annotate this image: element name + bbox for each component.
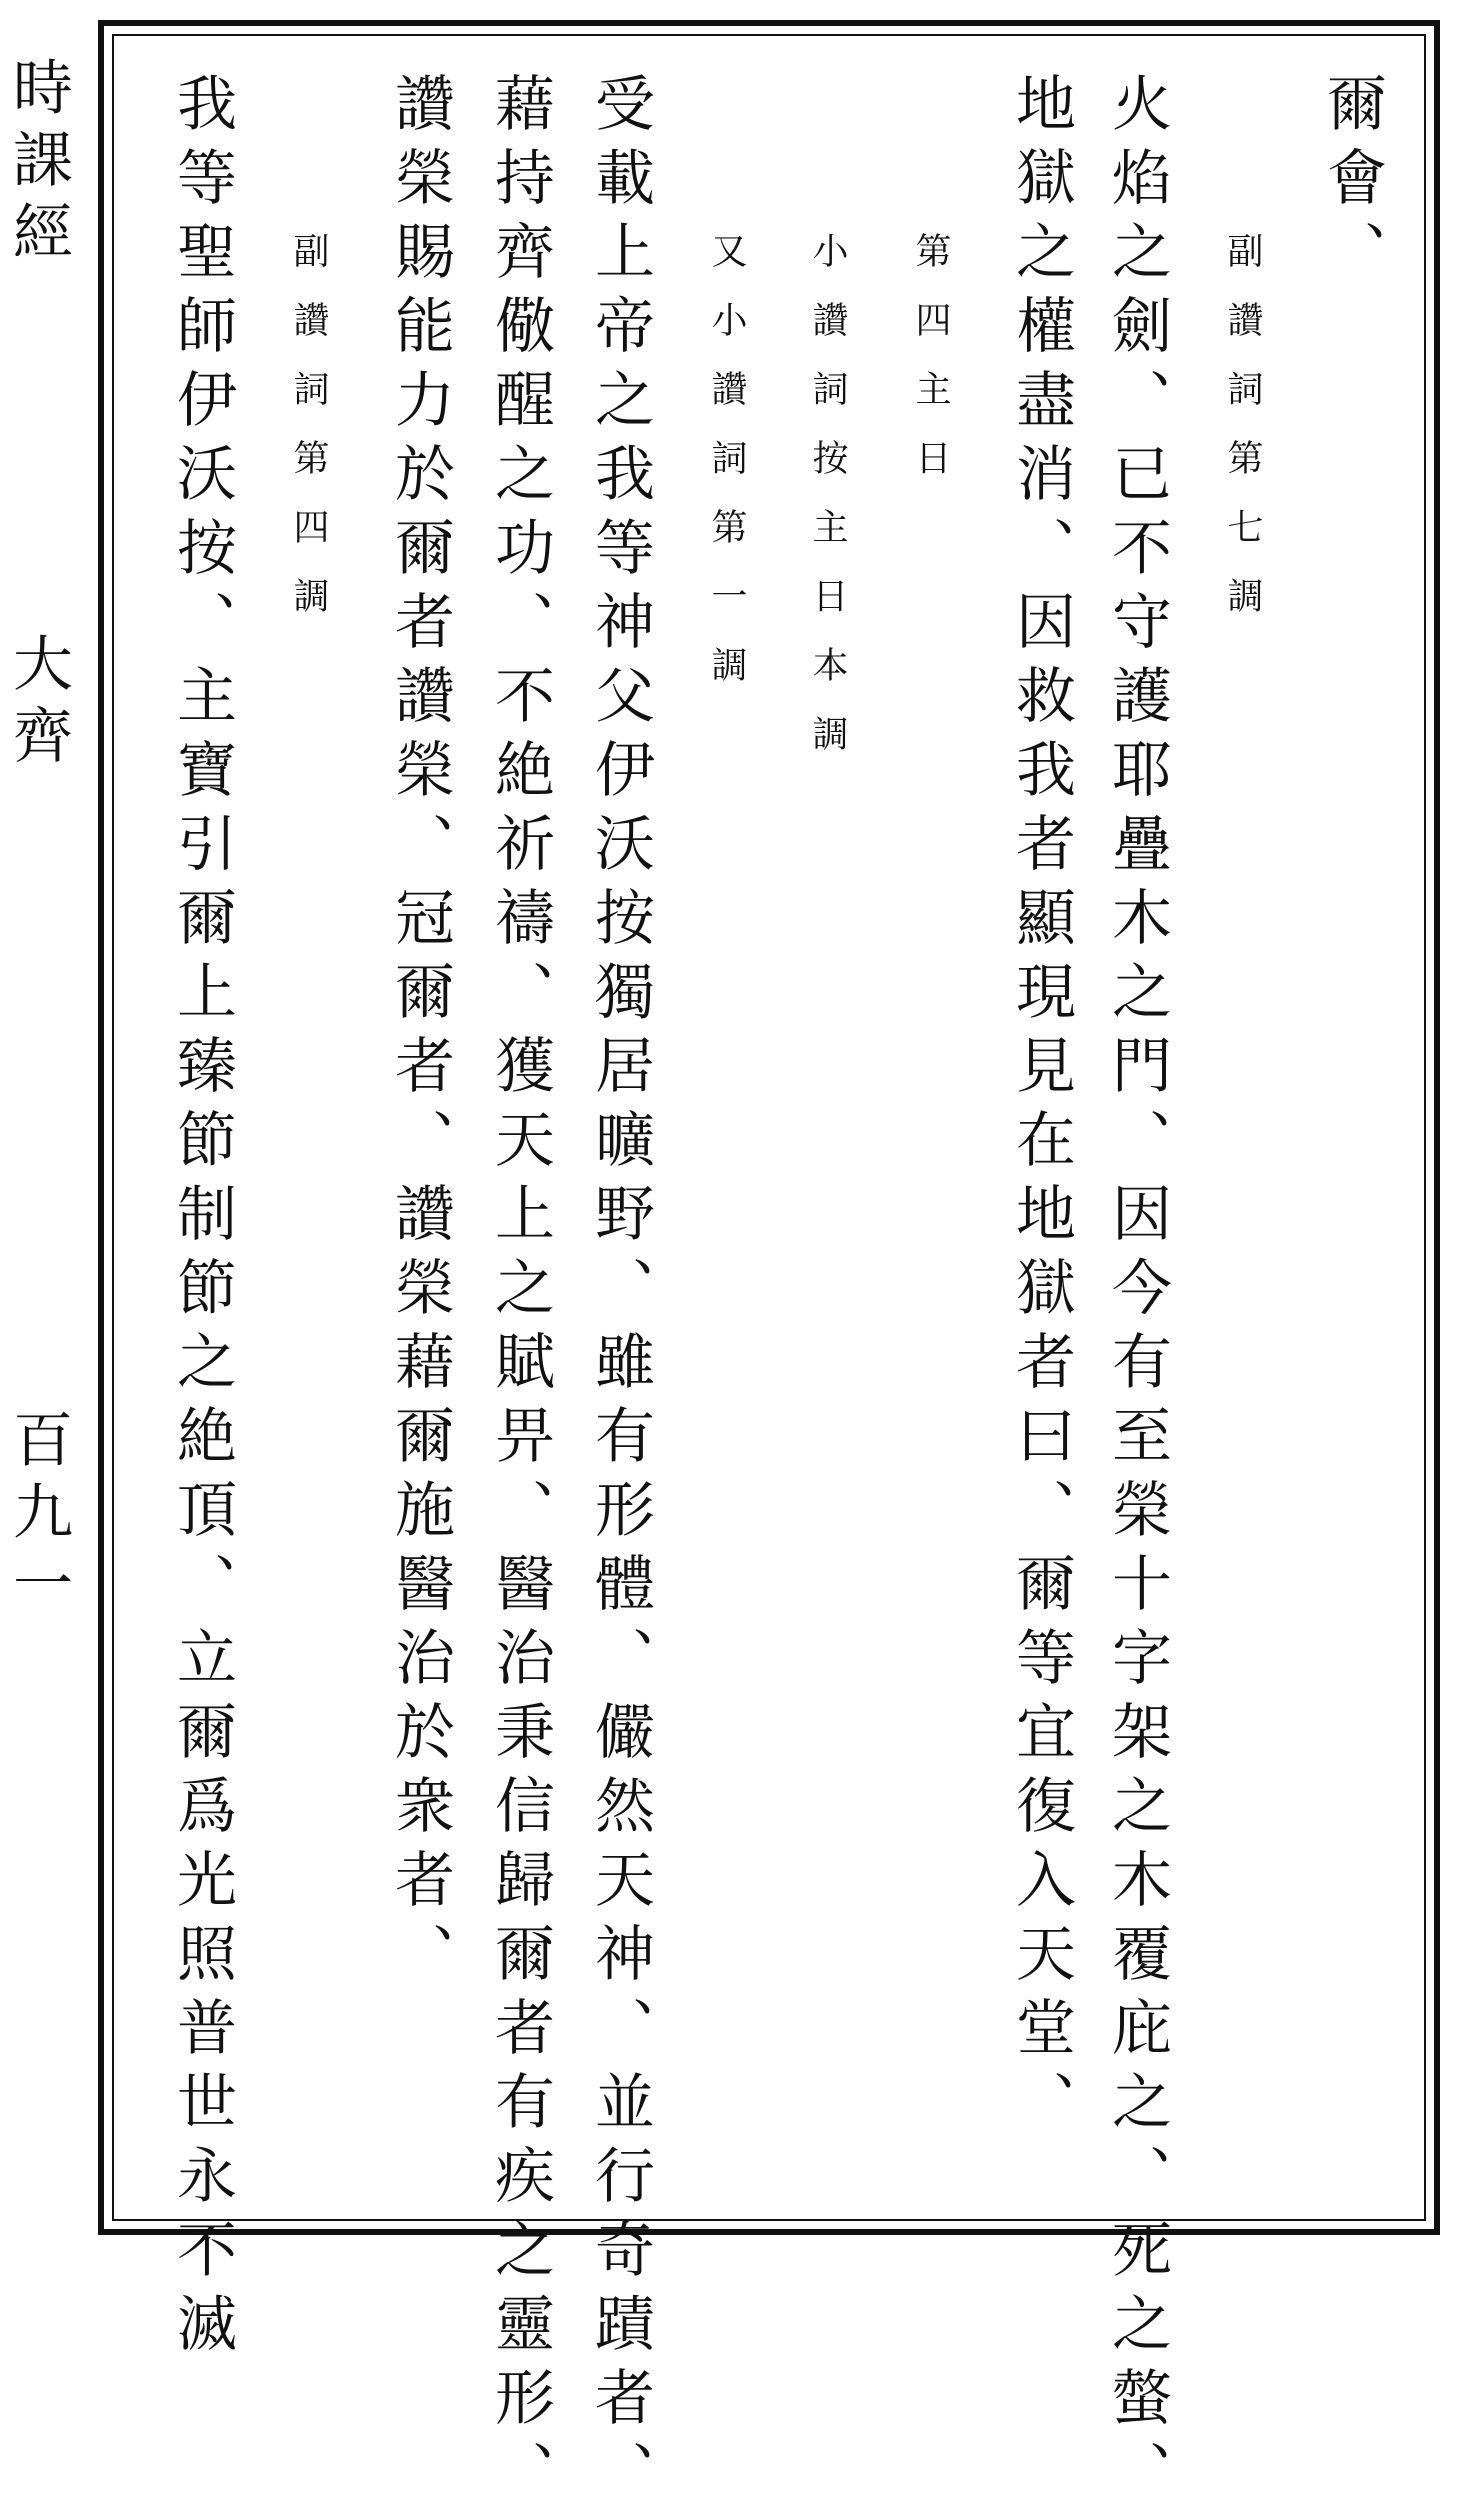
text-column-12: 我等聖師伊沃按、主寶引爾上臻節制節之絶頂、立爾爲光照普世永不滅 (167, 72, 237, 2366)
margin-section: 大齊 (3, 632, 73, 776)
margin-page-number: 百九一 (3, 1408, 73, 1624)
text-column-4: 地獄之權盡消、因救我者顯現見在地獄者曰、爾等宜復入天堂、 (1006, 72, 1076, 2144)
text-column-8: 受載上帝之我等神父伊沃按獨居曠野、雖有形體、儼然天神、並行奇蹟者、 (585, 72, 655, 2514)
text-column-1: 爾會、 (1317, 72, 1387, 294)
text-column-11: 副讚詞第四調 (288, 232, 329, 646)
text-column-10: 讚榮賜能力於爾者讚榮、冠爾者、讚榮藉爾施醫治於衆者、 (385, 72, 455, 1996)
text-column-6: 小讚詞按主日本調 (807, 232, 848, 784)
margin-book-title: 時課經 (3, 56, 73, 272)
text-column-3: 火焰之劍、已不守護耶疊木之門、因今有至榮十字架之木覆庇之、死之螫、 (1102, 72, 1172, 2514)
text-column-9: 藉持齊儆醒之功、不絶祈禱、獲天上之賦畀、醫治秉信歸爾者有疾之靈形、 (485, 72, 555, 2514)
text-column-7: 又小讚詞第一調 (706, 232, 747, 715)
text-column-2: 副讚詞第七調 (1222, 232, 1263, 646)
text-column-5: 第四主日 (910, 232, 951, 508)
